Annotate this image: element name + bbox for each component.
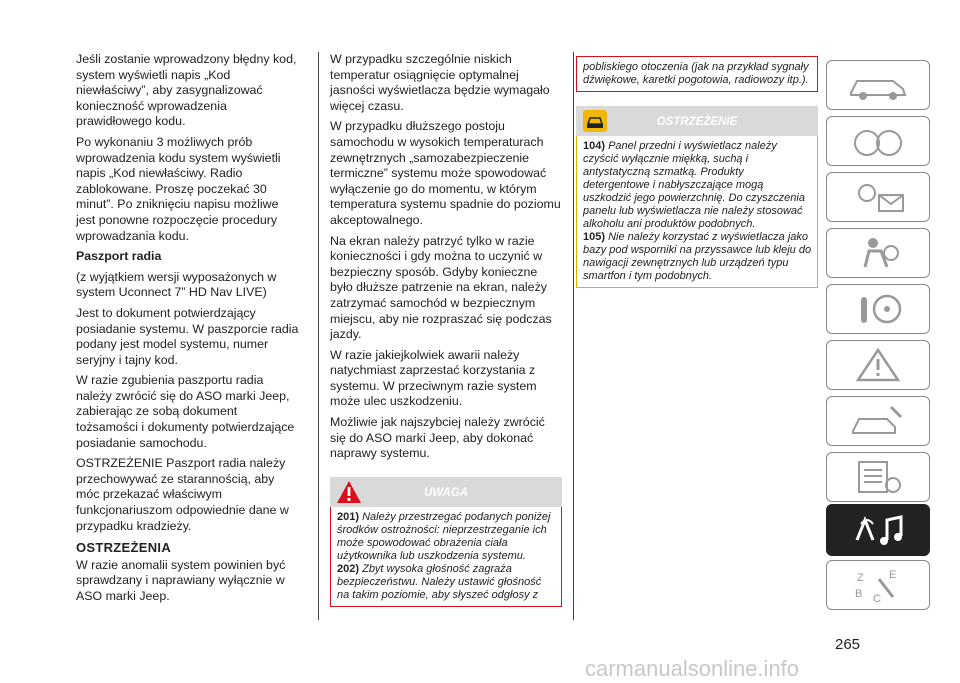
svg-text:Z: Z bbox=[857, 572, 864, 584]
note-text: Należy przestrzegać podanych poniżej środków ostrożności: nieprzestrzeganie ich może spowodować obrażenia ciała użytkownika lub uszkodzenia systemu. bbox=[337, 510, 551, 562]
warning-header bbox=[330, 477, 562, 507]
warning-title: UWAGA bbox=[423, 486, 469, 499]
index-icon bbox=[843, 565, 913, 605]
multimedia-icon bbox=[843, 510, 913, 550]
lights-messages-icon bbox=[843, 177, 913, 217]
paragraph: Po wykonaniu 3 możliwych prób wprowadzenia kodu system wyświetli napis „Kod niewłaściwy. Radio zablokowane. Proszę poczekać 30 minut”. Po zniknięciu napisu możliwe jest ponowne rozpoczęcie procedury wprowadzania kodu. bbox=[76, 134, 281, 243]
technical-data-icon bbox=[843, 457, 913, 497]
paragraph: W przypadku szczególnie niskich temperatur osiągnięcie optymalnej jasności wyświetlacza będzie wymagało więcej czasu. bbox=[330, 52, 550, 113]
section-subheading: Paszport radia bbox=[76, 249, 162, 264]
tab-car-overview[interactable] bbox=[826, 60, 930, 110]
page-number: 265 bbox=[835, 636, 861, 653]
caution-header bbox=[576, 106, 818, 136]
paragraph: Możliwie jak najszybciej należy zwrócić się do ASO marki Jeep, aby dokonać naprawy systemu. bbox=[330, 415, 545, 461]
section-heading: OSTRZEŻENIA bbox=[76, 540, 172, 556]
note-text: pobliskiego otoczenia (jak na przykład sygnały dźwiękowe, karetki pogotowia, radiowozy itp.). bbox=[583, 61, 809, 86]
tab-emergency[interactable] bbox=[826, 340, 930, 390]
starting-driving-icon bbox=[843, 289, 913, 329]
car-overview-icon bbox=[843, 65, 913, 105]
paragraph: W przypadku dłuższego postoju samochodu w wysokich temperaturach zewnętrznych „samozabezpieczenie termiczne” systemu może spowodować wyłączenie go do momentu, w którym temperatura systemu spadnie do poziomu akceptowalnego. bbox=[330, 119, 561, 227]
note-number: 105) bbox=[583, 231, 606, 243]
svg-text:E: E bbox=[889, 569, 897, 581]
paragraph: Jest to dokument potwierdzający posiadanie systemu. W paszporcie radia podany jest model systemu, numer seryjny i tajny kod. bbox=[76, 305, 299, 367]
svg-text:B: B bbox=[855, 588, 863, 600]
warning-box bbox=[330, 507, 562, 607]
text-column-left bbox=[76, 52, 301, 610]
caution-box bbox=[576, 136, 818, 288]
tab-safety[interactable] bbox=[826, 228, 930, 278]
paragraph: (z wyjątkiem wersji wyposażonych w system Uconnect 7” HD Nav LIVE) bbox=[76, 269, 277, 300]
paragraph: Na ekran należy patrzyć tylko w razie konieczności i gdy można to uczynić w bezpieczny sposób. Gdyby konieczne było dłuższe patrzenie na ekran, należy zatrzymać samochód w bezpiecznym miejscu, aby nie rozpraszać się podczas jazdy. bbox=[330, 233, 552, 342]
emergency-icon bbox=[843, 345, 913, 385]
paragraph: W razie jakiejkolwiek awarii należy natychmiast zaprzestać korzystania z systemu. W przeciwnym razie system może ulec uszkodzeniu. bbox=[330, 347, 537, 409]
note-text: Zbyt wysoka głośność zagraża bezpieczeństwu. Należy ustawić głośność na takim poziomie, aby słyszeć odgłosy z bbox=[337, 562, 542, 601]
text-column-right bbox=[576, 56, 818, 288]
caution-title: OSTRZEŻENIE bbox=[656, 116, 738, 128]
paragraph: Jeśli zostanie wprowadzony błędny kod, system wyświetli napis „Kod niewłaściwy”, aby zasygnalizować konieczność wprowadzenia prawidłowego kodu. bbox=[76, 52, 297, 129]
column-divider bbox=[573, 52, 574, 620]
paragraph: OSTRZEŻENIE Paszport radia należy przechowywać ze starannością, aby móc przekazać właściwym funkcjonariuszom odpowiednie dane w przypadku kradzieży. bbox=[76, 456, 289, 533]
tab-technical-data[interactable] bbox=[826, 452, 930, 502]
note-text: Panel przedni i wyświetlacz należy czyścić wyłącznie miękką, suchą i antystatyczną szmatką. Produkty detergentowe i nabłyszczające mogą uszkodzić jego powierzchnię. Do czyszczenia panelu lub wyświetlacza nie należy stosować alkoholu ani produktów podobnych. bbox=[583, 140, 805, 230]
text-column-middle bbox=[330, 52, 562, 607]
tab-maintenance[interactable] bbox=[826, 396, 930, 446]
tab-multimedia[interactable] bbox=[826, 504, 930, 556]
tab-starting-driving[interactable] bbox=[826, 284, 930, 334]
note-number: 104) bbox=[583, 140, 606, 152]
watermark: carmanualsonline.info bbox=[585, 656, 800, 681]
paragraph: W razie zgubienia paszportu radia należy zwrócić się do ASO marki Jeep, zabierając ze sobą dokument tożsamości i dokumenty potwierdzające posiadanie samochodu. bbox=[76, 373, 295, 450]
tab-index[interactable] bbox=[826, 560, 930, 610]
continued-warning-box bbox=[576, 56, 818, 92]
note-text: Nie należy korzystać z wyświetlacza jako bazy pod wsporniki na przyssawce lub kleju do nawigacji zewnętrznych lub urządzeń typu smartfon i tym podobnych. bbox=[583, 231, 812, 282]
svg-text:C: C bbox=[873, 593, 881, 605]
column-divider bbox=[318, 52, 319, 620]
safety-airbag-icon bbox=[843, 233, 913, 273]
note-number: 201) bbox=[337, 510, 360, 523]
paragraph: W razie anomalii system powinien być sprawdzany i naprawiany wyłącznie w ASO marki Jeep. bbox=[76, 557, 286, 603]
tab-dashboard[interactable] bbox=[826, 116, 930, 166]
tab-lights-messages[interactable] bbox=[826, 172, 930, 222]
maintenance-icon bbox=[843, 401, 913, 441]
dashboard-icon bbox=[843, 121, 913, 161]
note-number: 202) bbox=[337, 562, 360, 575]
